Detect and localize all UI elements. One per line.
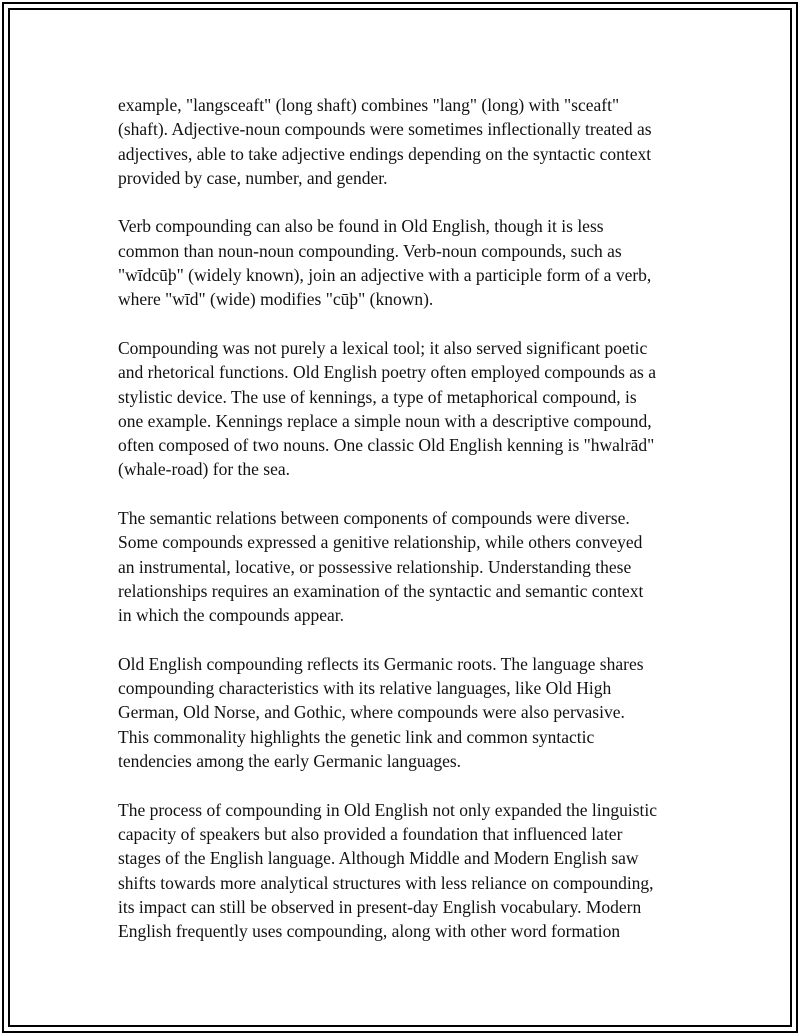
paragraph-1: example, "langsceaft" (long shaft) combines "lang" (long) with "sceaft" (shaft). Adjective-noun compounds were sometimes inflectionally treated as adjectives, able to take adjective endings depending on the syntactic context provided by case, number, and gender. [118, 95, 652, 188]
paragraph-6: The process of compounding in Old English not only expanded the linguistic capacity of speakers but also provided a foundation that influenced later stages of the English language. Although Middle and Modern English saw shifts towards more analytical structures with less reliance on compounding, its impact can still be observed in present-day English vocabulary. Modern English frequently uses compounding, along with other word formation [118, 799, 658, 942]
paragraph-4: The semantic relations between components of compounds were diverse. Some compounds expressed a genitive relationship, while others conveyed an instrumental, locative, or possessive relationship. Understanding these relationships requires an examination of the syntactic and semantic context in which the compounds appear. [118, 508, 644, 626]
document-body [118, 93, 693, 968]
paragraph-3: Compounding was not purely a lexical tool; it also served significant poetic and rhetorical functions. Old English poetry often employed compounds as a stylistic device. The use of kennings, a type of metaphorical compound, is one example. Kennings replace a simple noun with a descriptive compound, often composed of two nouns. One classic Old English kenning is "hwalrād" (whale-road) for the sea. [118, 337, 656, 480]
paragraph-2: Verb compounding can also be found in Old English, though it is less common than noun-noun compounding. Verb-noun compounds, such as "wīdcūþ" (widely known), join an adjective with a participle form of a verb, where "wīd" (wide) modifies "cūþ" (known). [118, 216, 652, 310]
paragraph-5: Old English compounding reflects its Germanic roots. The language shares compounding characteristics with its relative languages, like Old High German, Old Norse, and Gothic, where compounds were also pervasive. This commonality highlights the genetic link and common syntactic tendencies among the early Germanic languages. [118, 653, 644, 772]
